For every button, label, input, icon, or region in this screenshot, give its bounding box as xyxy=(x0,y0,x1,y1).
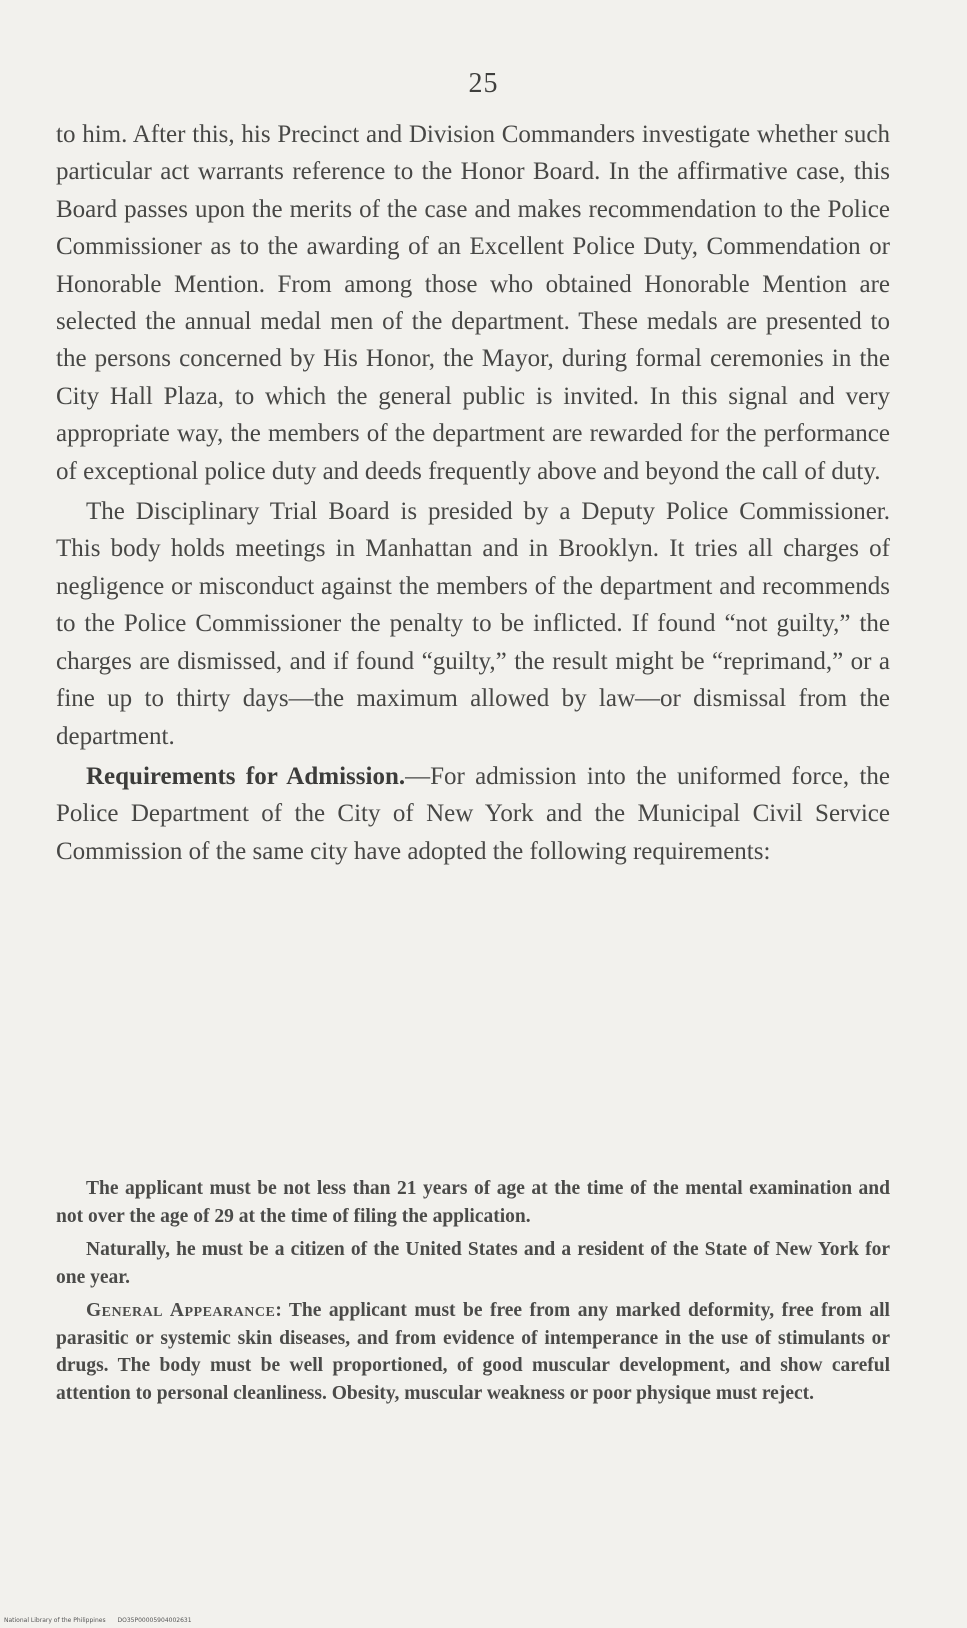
scan-footer xyxy=(4,1617,192,1624)
paragraph-requirements-intro xyxy=(56,758,890,870)
general-appearance-text: : The applicant must be free from any marked deformity, free from all parasitic or systemic skin diseases, and from evidence of intemperance in the use of stimulants or drugs. The body must be well proportioned, of good muscular development, and show careful attention to personal cleanliness. Obesity, muscular weakness or poor physique must reject. xyxy=(56,1300,890,1404)
requirements-list xyxy=(56,1175,890,1407)
requirement-citizenship: Naturally, he must be a citizen of the United States and a resident of the State of New York for one year. xyxy=(56,1239,890,1288)
footer-document-code: DO35P00005904002631 xyxy=(117,1617,192,1624)
requirements-intro-text: —For admission into the uniformed force, the Police Department of the City of New York and the Municipal Civil Service Commission of the same city have adopted the following requirements: xyxy=(56,762,890,865)
paragraph-honor-board: to him. After this, his Precinct and Division Commanders investigate whether such particular act warrants reference to the Honor Board. In the affirmative case, this Board passes upon the merits of the case and makes recommendation to the Police Commissioner as to the awarding of an Excellent Police Duty, Commendation or Honorable Mention. From among those who obtained Honorable Mention are selected the annual medal men of the department. These medals are presented to the persons concerned by His Honor, the Mayor, during formal ceremonies in the City Hall Plaza, to which the general public is invited. In this signal and very appropriate way, the members of the department are rewarded for the performance of exceptional police duty and deeds frequently above and beyond the call of duty. xyxy=(56,121,890,485)
general-appearance-label: General Appearance xyxy=(86,1300,276,1321)
footer-library-name: National Library of the Philippines xyxy=(4,1617,106,1624)
requirement-age: The applicant must be not less than 21 years of age at the time of the mental examination and not over the age of 29 at the time of filing the application. xyxy=(56,1178,890,1227)
requirement-general-appearance xyxy=(56,1297,890,1407)
main-body-text xyxy=(56,116,890,870)
paragraph-disciplinary-trial-board: The Disciplinary Trial Board is presided by a Deputy Police Commissioner. This body holds meetings in Manhattan and in Brooklyn. It tries all charges of negligence or misconduct against the members of the department and recommends to the Police Commissioner the penalty to be inflicted. If found “not guilty,” the charges are dismissed, and if found “guilty,” the result might be “reprimand,” or a fine up to thirty days—the maximum allowed by law—or dismissal from the department. xyxy=(56,498,890,750)
requirements-heading: Requirements for Admission. xyxy=(86,762,406,790)
page-number: 25 xyxy=(468,68,499,99)
